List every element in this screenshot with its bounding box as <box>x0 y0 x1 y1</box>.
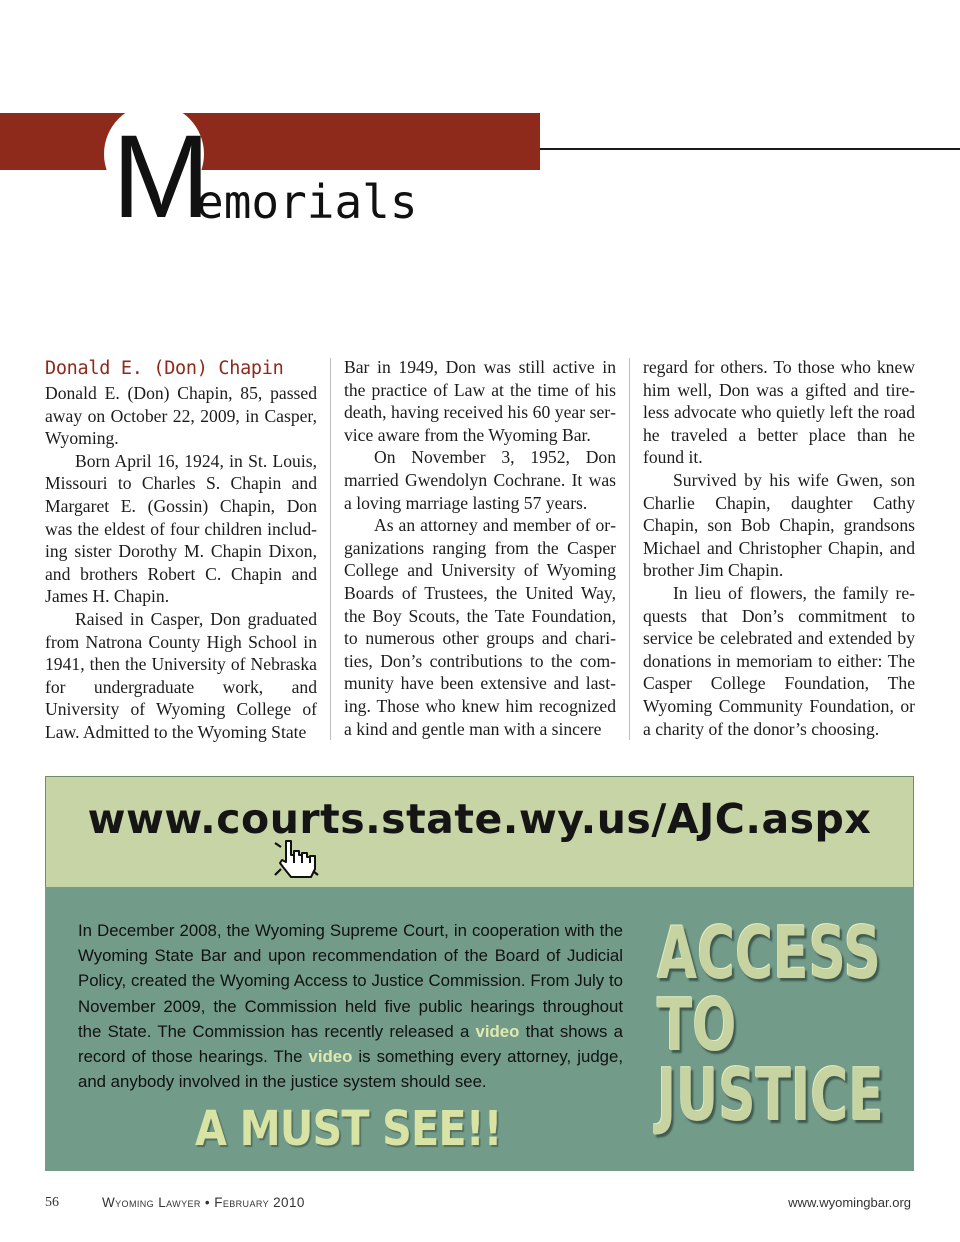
article-column-3 <box>643 356 915 744</box>
header-rule <box>540 148 960 150</box>
publication-info: Wyoming Lawyer • February 2010 <box>102 1195 305 1210</box>
paragraph: As an attorney and member of organizations ranging from the Casper College and University of Wyoming Boards of Trustees, the United Way, the Boy Scouts, the Tate Foundation, to numerous other groups and charities, Don’s contributions to the community have been extensive and lasting. Those who knew him recognized a kind and gentle man with a sincere <box>344 515 616 739</box>
paragraph: On November 3, 1952, Don married Gwendolyn Cochrane. It was a loving marriage lasting 57 years. <box>344 447 616 513</box>
page-title: emorials <box>196 175 418 229</box>
header-bar <box>0 113 540 170</box>
paragraph: Donald E. (Don) Chapin, 85, passed away on October 22, 2009, in Casper, Wyoming. <box>45 383 317 449</box>
paragraph: Raised in Casper, Don graduated from Natrona County High School in 1941, then the University of Nebraska for undergraduate work, and University of Wyoming College of Law. Admitted to the Wyoming State <box>45 608 317 742</box>
column-divider <box>629 358 630 740</box>
ad-description: In December 2008, the Wyoming Supreme Court, in cooperation with the Wyoming State Bar and upon recommendation of the Board of Judicial Policy, created the Wyoming Access to Justice Commission. From July to November 2009, the Commission held five public hearings throughout the State. The Commission has recently released a video that shows a record of those hearings. The video is something every attorney, judge, and anybody involved in the justice system should see. <box>78 921 623 1092</box>
column-divider <box>330 358 331 740</box>
access-to-justice-logo-line: JUSTICE <box>657 1053 884 1137</box>
ad-body-band <box>45 887 914 1171</box>
article-column-2 <box>344 356 616 744</box>
ad-url-band <box>45 776 914 887</box>
pointing-hand-icon <box>272 835 322 879</box>
page-title-initial: M <box>112 111 205 243</box>
video-link[interactable]: video <box>475 1021 520 1041</box>
paragraph: Bar in 1949, Don was still active in the practice of Law at the time of his death, having received his 60 year service aware from the Wyoming Bar. <box>344 357 616 445</box>
memorial-name: Donald E. (Don) Chapin <box>45 358 284 379</box>
article-column-1 <box>45 356 317 744</box>
site-url[interactable]: www.wyomingbar.org <box>788 1195 911 1210</box>
ad-url-link[interactable]: www.courts.state.wy.us/AJC.aspx <box>87 795 872 843</box>
paragraph: regard for others. To those who knew him well, Don was a gifted and tireless advocate who quietly left the road he traveled a better place than he found it. <box>643 357 915 468</box>
video-link[interactable]: video <box>308 1047 353 1067</box>
paragraph: In lieu of flowers, the family requests that Don’s commitment to service be celebrated and extended by donations in memoriam to either: The Casper College Foundation, The Wyoming Community Foundation, or a charity of the donor’s choosing. <box>643 582 915 739</box>
access-to-justice-logo-line: ACCESS <box>657 911 881 995</box>
paragraph: Born April 16, 1924, in St. Louis, Missouri to Charles S. Chapin and Margaret E. (Gossin) Chapin, Don was the eldest of four children including sister Dorothy M. Chapin Dixon, and brothers Robert C. Chapin and James H. Chapin. <box>45 450 317 607</box>
paragraph: Survived by his wife Gwen, son Charlie Chapin, daughter Cathy Chapin, son Bob Chapin, grandsons Michael and Christopher Chapin, and brother Jim Chapin. <box>643 469 915 581</box>
must-see-banner: A MUST SEE!! <box>195 1101 502 1157</box>
page-number: 56 <box>45 1195 59 1210</box>
access-to-justice-logo-line: TO <box>657 983 737 1067</box>
